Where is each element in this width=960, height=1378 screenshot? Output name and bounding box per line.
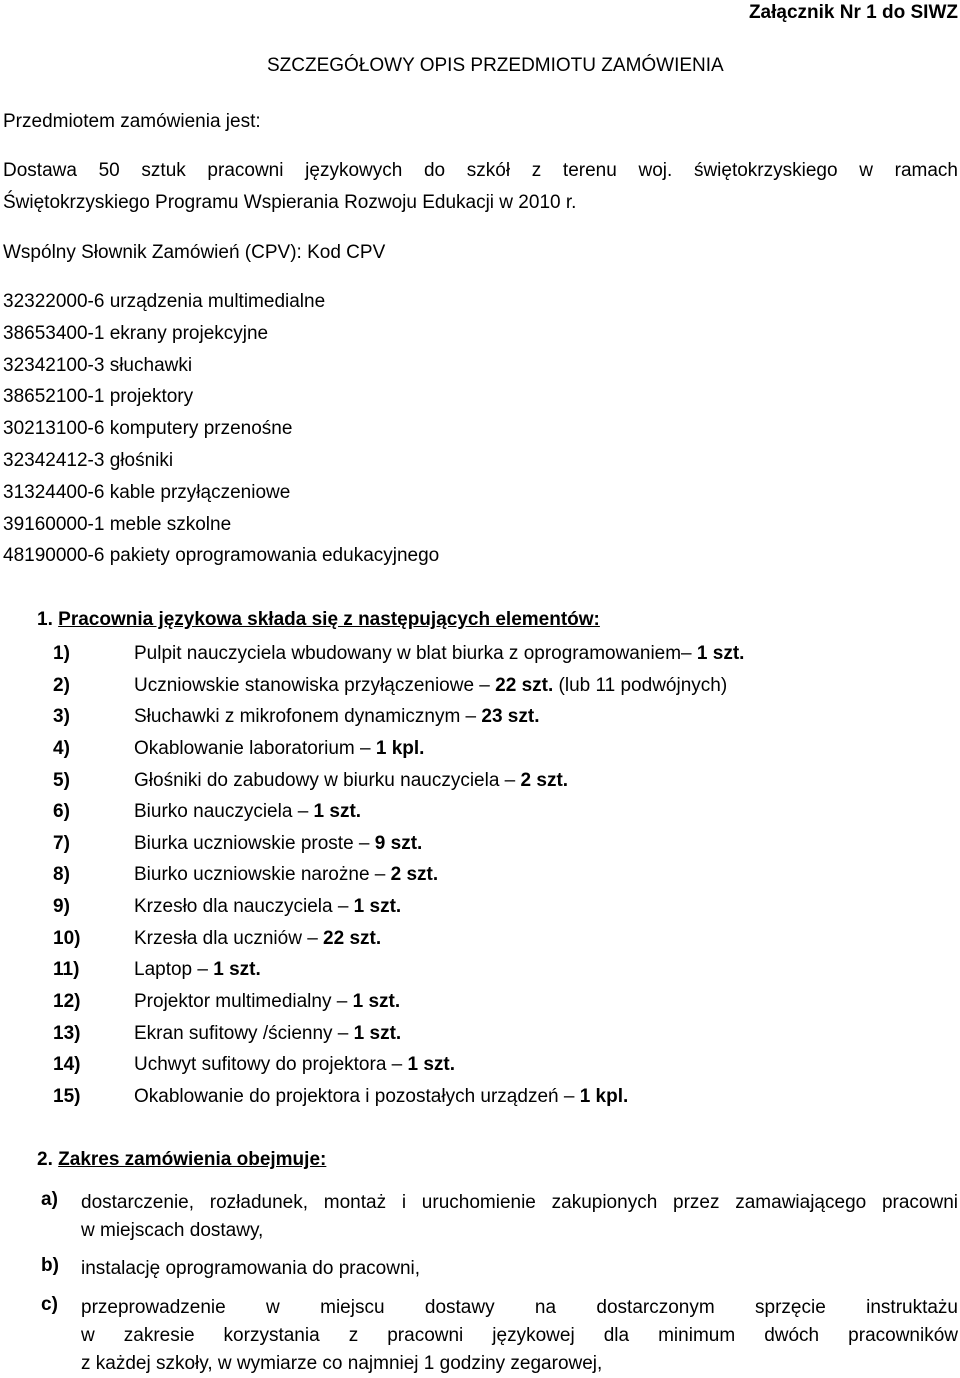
list-item xyxy=(53,959,744,991)
list-item xyxy=(53,1086,744,1118)
item-text: Biurka uczniowskie proste – xyxy=(134,832,375,854)
item-number: 15) xyxy=(53,1085,81,1107)
item-text: Projektor multimedialny – xyxy=(134,991,353,1013)
section-2-heading xyxy=(37,1149,326,1171)
list-item xyxy=(53,801,744,833)
item-quantity: 9 szt. xyxy=(374,832,423,854)
scope-item-a xyxy=(41,1189,958,1245)
section-2-number: 2. xyxy=(37,1149,53,1170)
cpv-item: 32342100-3 słuchawki xyxy=(3,354,193,376)
item-number: 1) xyxy=(53,643,70,664)
cpv-item: 38653400-1 ekrany projekcyjne xyxy=(3,322,269,344)
item-number: 7) xyxy=(53,832,70,854)
item-quantity: 22 szt. xyxy=(323,927,382,949)
item-quantity: 1 szt. xyxy=(313,801,362,823)
item-quantity: 1 szt. xyxy=(213,959,261,981)
item-quantity: 2 szt. xyxy=(390,864,439,886)
item-number: 2) xyxy=(53,674,70,696)
item-text: Laptop – xyxy=(134,959,214,981)
scope-item-c xyxy=(41,1294,958,1378)
item-text: Pulpit nauczyciela wbudowany w blat biurka z oprogramowaniem– xyxy=(134,643,697,664)
list-item xyxy=(53,1054,744,1086)
list-item xyxy=(53,1023,744,1055)
item-text: Uczniowskie stanowiska przyłączeniowe – xyxy=(134,674,496,696)
scope-line: z każdej szkoły, w wymiarze co najmniej 1 godziny zegarowej, xyxy=(81,1353,603,1374)
document-title: SZCZEGÓŁOWY OPIS PRZEDMIOTU ZAMÓWIENIA xyxy=(267,55,724,76)
equipment-list xyxy=(53,643,744,1118)
item-text: Okablowanie do projektora i pozostałych urządzeń – xyxy=(134,1085,580,1107)
scope-line: w miejscach dostawy, xyxy=(81,1220,264,1241)
list-item xyxy=(53,896,744,928)
item-number: 10) xyxy=(53,927,81,949)
item-extra: (lub 11 podwójnych) xyxy=(553,674,728,696)
section-1-heading xyxy=(37,609,600,631)
item-quantity: 22 szt. xyxy=(495,674,554,696)
item-number: 4) xyxy=(53,737,70,759)
item-quantity: 23 szt. xyxy=(481,706,540,728)
list-item xyxy=(53,864,744,896)
list-item xyxy=(53,706,744,738)
scope-letter: a) xyxy=(41,1189,58,1210)
cpv-item: 30213100-6 komputery przenośne xyxy=(3,418,293,440)
item-text: Krzesła dla uczniów – xyxy=(134,927,324,949)
cpv-item: 38652100-1 projektory xyxy=(3,386,194,408)
item-number: 3) xyxy=(53,706,70,728)
subject-description-line-1: Dostawa 50 sztuk pracowni językowych do szkół z terenu woj. świętokrzyskiego w ramach xyxy=(3,160,958,181)
item-quantity: 1 szt. xyxy=(353,896,402,918)
item-number: 8) xyxy=(53,864,70,886)
item-number: 12) xyxy=(53,991,81,1013)
list-item xyxy=(53,643,744,675)
annex-label: Załącznik Nr 1 do SIWZ xyxy=(748,2,958,23)
list-item xyxy=(53,675,744,707)
item-quantity: 1 szt. xyxy=(407,1054,456,1076)
item-number: 5) xyxy=(53,769,70,791)
item-quantity: 1 kpl. xyxy=(579,1085,629,1107)
section-1-number: 1. xyxy=(37,609,53,630)
scope-line: w zakresie korzystania z pracowni językowej dla minimum dwóch pracowników xyxy=(81,1325,958,1346)
item-text: Ekran sufitowy /ścienny – xyxy=(134,1022,354,1044)
list-item xyxy=(53,770,744,802)
item-text: Słuchawki z mikrofonem dynamicznym – xyxy=(134,706,482,728)
list-item xyxy=(53,738,744,770)
item-quantity: 1 szt. xyxy=(696,643,745,664)
item-number: 9) xyxy=(53,896,70,918)
cpv-item: 39160000-1 meble szkolne xyxy=(3,513,232,535)
cpv-list xyxy=(3,291,439,577)
item-text: Uchwyt sufitowy do projektora – xyxy=(134,1054,408,1076)
item-quantity: 1 szt. xyxy=(352,991,401,1013)
scope-line: dostarczenie, rozładunek, montaż i uruchomienie zakupionych przez zamawiającego pracowni xyxy=(81,1192,958,1213)
cpv-item: 48190000-6 pakiety oprogramowania edukacyjnego xyxy=(3,545,440,567)
item-number: 6) xyxy=(53,801,70,823)
section-1-title: Pracownia językowa składa się z następujących elementów: xyxy=(58,609,600,630)
cpv-title: Wspólny Słownik Zamówień (CPV): Kod CPV xyxy=(3,242,386,263)
list-item xyxy=(53,928,744,960)
subject-description-line-2: Świętokrzyskiego Programu Wspierania Rozwoju Edukacji w 2010 r. xyxy=(3,192,577,213)
scope-line: instalację oprogramowania do pracowni, xyxy=(81,1258,421,1279)
list-item xyxy=(53,991,744,1023)
item-text: Krzesło dla nauczyciela – xyxy=(134,896,354,918)
scope-item-b xyxy=(41,1255,958,1283)
cpv-item: 31324400-6 kable przyłączeniowe xyxy=(3,481,291,503)
subject-label: Przedmiotem zamówienia jest: xyxy=(3,111,261,132)
item-quantity: 1 kpl. xyxy=(375,737,425,759)
list-item xyxy=(53,833,744,865)
item-number: 14) xyxy=(53,1054,81,1076)
item-text: Biurko nauczyciela – xyxy=(134,801,314,823)
cpv-item: 32322000-6 urządzenia multimedialne xyxy=(3,291,326,312)
cpv-item: 32342412-3 głośniki xyxy=(3,449,174,471)
section-2-title: Zakres zamówienia obejmuje: xyxy=(58,1149,327,1170)
item-quantity: 1 szt. xyxy=(353,1022,402,1044)
item-number: 13) xyxy=(53,1022,81,1044)
item-number: 11) xyxy=(53,959,80,981)
item-text: Okablowanie laboratorium – xyxy=(134,737,376,759)
scope-letter: b) xyxy=(41,1255,59,1276)
scope-line: przeprowadzenie w miejscu dostawy na dostarczonym sprzęcie instruktażu xyxy=(81,1297,958,1318)
item-text: Głośniki do zabudowy w biurku nauczyciela – xyxy=(134,769,521,791)
scope-letter: c) xyxy=(41,1294,58,1315)
item-quantity: 2 szt. xyxy=(520,769,569,791)
item-text: Biurko uczniowskie narożne – xyxy=(134,864,391,886)
